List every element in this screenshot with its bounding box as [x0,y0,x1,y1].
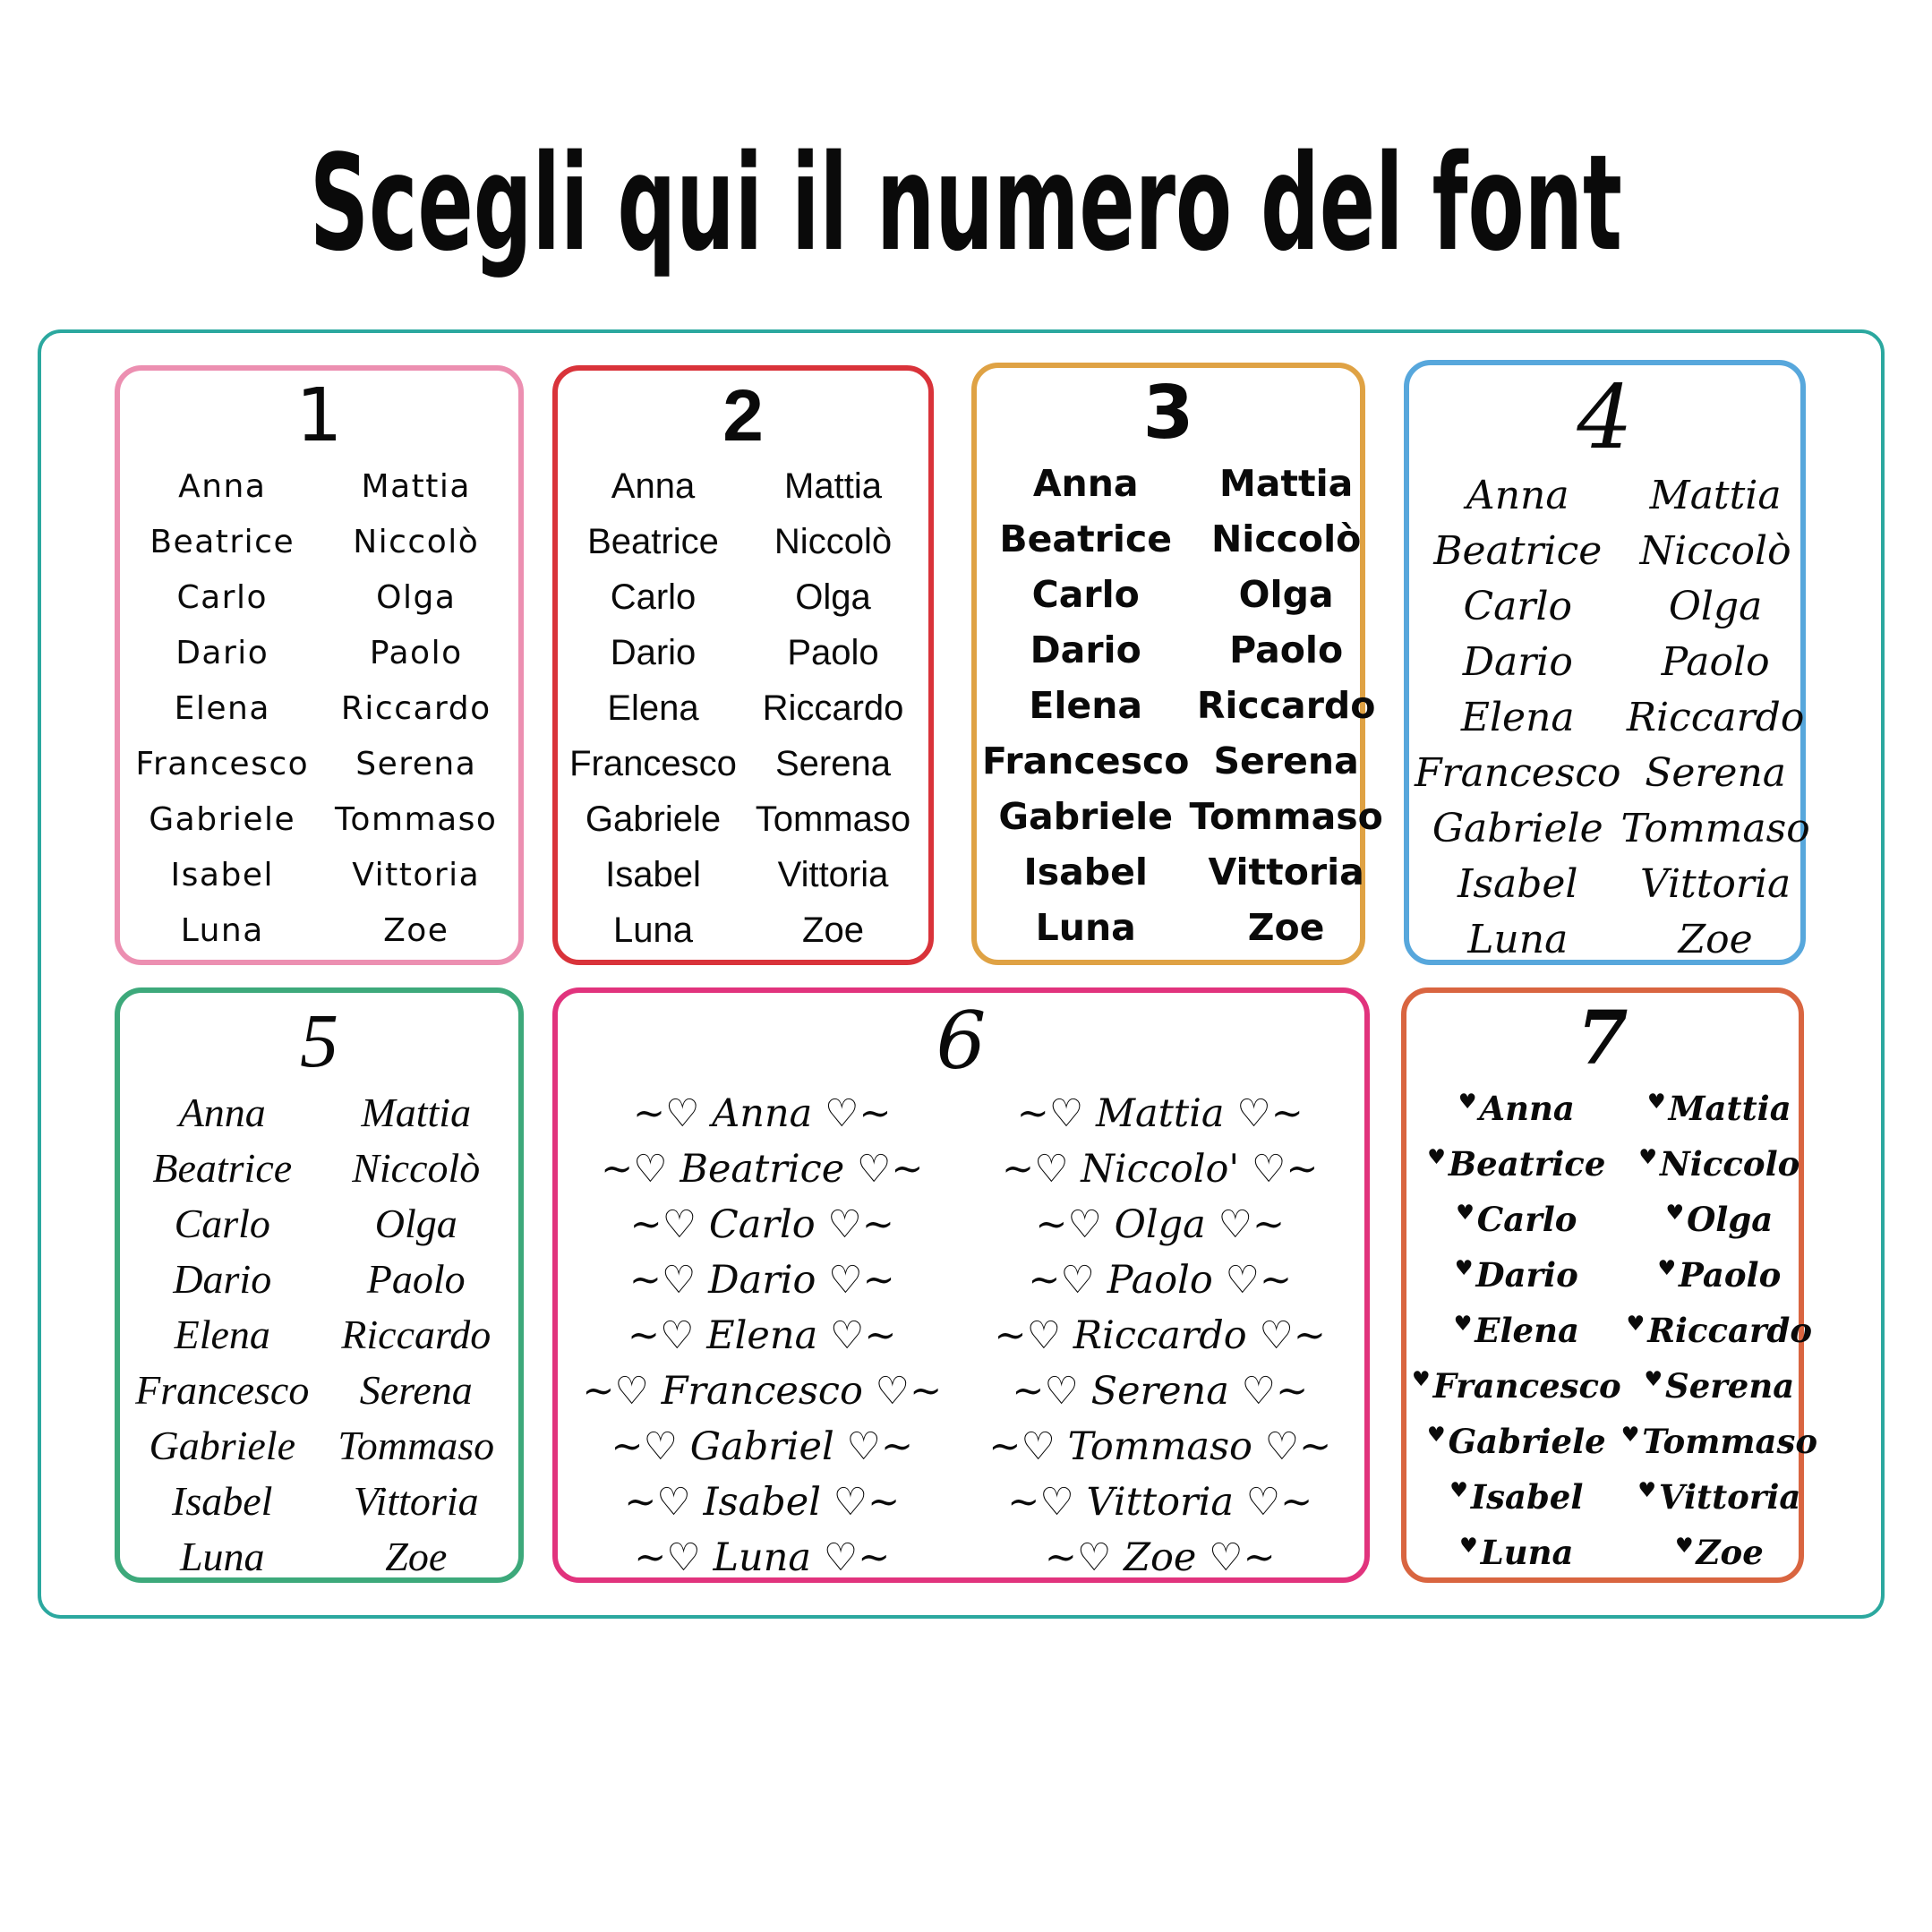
name-sample: Anna [1032,462,1139,506]
name-sample: ~♡ Tommaso ♡~ [988,1424,1331,1469]
name-sample: Riccardo [340,689,492,727]
name-sample: ~♡ Paolo ♡~ [1028,1258,1292,1303]
name-sample: ♥ Tommaso [1621,1422,1817,1461]
name-sample: Gabriele [585,799,722,839]
name-sample: Vittoria [777,854,889,894]
name-sample: Riccardo [762,688,904,728]
box-number-1: 1 [295,373,343,458]
names-grid [558,1082,1364,1586]
name-sample: Isabel [1023,851,1148,894]
name-sample: Elena [174,1311,270,1357]
name-sample: ♥ Beatrice [1427,1144,1605,1184]
name-sample: Niccolò [774,521,893,561]
name-sample: Isabel [1458,861,1578,908]
page-title: Scegli qui il numero del font [309,127,1622,281]
name-sample: Zoe [1678,917,1753,963]
names-column-left [125,458,320,958]
name-sample: Francesco [569,743,737,783]
name-sample: Mattia [1649,473,1782,519]
name-sample: ~♡ Dario ♡~ [629,1258,895,1303]
name-sample: ♥ Serena [1644,1366,1794,1406]
name-sample: Paolo [366,1255,466,1302]
name-sample: ~♡ Vittoria ♡~ [1007,1480,1312,1525]
font-option-box-4 [1404,360,1810,965]
name-sample: Vittoria [353,1477,479,1524]
names-column-left [1415,468,1621,968]
name-sample: Tommaso [1189,795,1383,839]
name-sample: Mattia [1218,462,1354,506]
name-sample: Gabriele [1432,806,1603,852]
name-sample: ♥ Dario [1455,1255,1578,1295]
name-sample: Serena [359,1366,473,1413]
names-column-right [1621,468,1810,968]
box-number-6: 6 [936,995,987,1087]
name-sample: Paolo [787,632,879,672]
name-sample: Isabel [172,1477,273,1524]
name-sample: Anna [611,466,696,506]
name-sample: Olga [374,1200,457,1246]
box-number-2: 2 [722,375,764,457]
name-sample: Olga [376,578,457,616]
name-sample: Elena [1029,684,1143,728]
name-sample: Carlo [1463,584,1573,630]
name-sample: Olga [1668,584,1763,630]
name-sample: ~♡ Gabriel ♡~ [611,1424,913,1469]
name-sample: Anna [1466,473,1569,519]
name-sample: ~♡ Mattia ♡~ [1017,1091,1304,1136]
names-column-left [982,456,1189,955]
name-sample: Beatrice [1433,528,1603,575]
name-sample: Beatrice [587,521,719,561]
font-option-box-3 [971,363,1383,965]
name-sample: Vittoria [1208,851,1364,894]
names-column-right [1189,456,1382,955]
name-sample: Niccolò [1639,528,1791,575]
name-sample: ~♡ Serena ♡~ [1012,1369,1308,1414]
name-sample: Vittoria [1639,861,1791,908]
name-sample: Vittoria [352,856,481,893]
names-column-right [962,1086,1360,1586]
name-sample: Luna [180,911,264,949]
name-sample: Zoe [383,911,449,949]
name-sample: Francesco [135,1366,310,1413]
name-sample: ♥ Francesco [1412,1366,1621,1406]
name-sample: Serena [775,743,891,783]
name-sample: Gabriele [998,795,1174,839]
name-sample: Carlo [176,578,269,616]
name-sample: Gabriele [149,1422,295,1468]
box-number-5: 5 [300,997,338,1083]
name-sample: Carlo [610,577,697,617]
name-sample: Tommaso [755,799,911,839]
name-sample: Luna [1467,917,1569,963]
name-sample: Mattia [784,466,882,506]
names-column-left [563,1086,962,1586]
font-option-box-7 [1401,987,1818,1583]
box-number-4: 4 [1577,367,1633,469]
name-sample: Mattia [361,467,471,505]
name-sample: ~♡ Olga ♡~ [1035,1202,1285,1247]
name-sample: Olga [795,577,871,617]
names-grid [120,455,518,958]
name-sample: ♥ Gabriele [1427,1422,1606,1461]
name-sample: Francesco [135,745,310,782]
name-sample: Zoe [802,910,864,950]
font-option-box-2 [552,365,934,965]
name-sample: Zoe [385,1533,448,1579]
name-sample: Isabel [605,854,701,894]
name-sample: ~♡ Riccardo ♡~ [995,1313,1326,1358]
name-sample: Beatrice [152,1144,293,1191]
name-sample: Luna [613,910,693,950]
name-sample: ~♡ Francesco ♡~ [582,1369,942,1414]
name-sample: Serena [355,745,477,782]
names-column-right [320,458,514,958]
name-sample: ~♡ Luna ♡~ [634,1535,890,1580]
font-option-box-5 [115,987,524,1583]
name-sample: Dario [1462,639,1573,686]
name-sample: ~♡ Elena ♡~ [628,1313,896,1358]
name-sample: ♥ Vittoria [1637,1477,1800,1517]
name-sample: Dario [1030,628,1141,672]
name-sample: Zoe [1247,906,1325,950]
name-sample: ~♡ Zoe ♡~ [1045,1535,1276,1580]
name-sample: Mattia [361,1089,472,1135]
name-sample: ♥ Zoe [1675,1533,1764,1572]
names-column-left [563,458,743,958]
name-sample: Dario [610,632,697,672]
name-sample: Tommaso [338,1422,495,1468]
name-sample: ♥ Niccolo [1638,1144,1799,1184]
name-sample: Luna [179,1533,265,1579]
names-column-right [1621,1081,1817,1580]
name-sample: Niccolò [353,523,480,560]
name-sample: Anna [178,1089,266,1135]
name-sample: Tommaso [335,800,498,838]
name-sample: Carlo [174,1200,270,1246]
names-grid [977,452,1383,955]
name-sample: ♥ Riccardo [1627,1311,1812,1350]
name-sample: ♥ Mattia [1647,1089,1791,1128]
name-sample: Luna [1035,906,1136,950]
name-sample: Carlo [1031,573,1140,617]
name-sample: Riccardo [1196,684,1376,728]
name-sample: ♥ Anna [1458,1089,1575,1128]
font-option-box-6 [552,987,1370,1583]
name-sample: ♥ Isabel [1449,1477,1583,1517]
font-chart-container [38,329,1885,1619]
name-sample: Elena [174,689,270,727]
name-sample: ~♡ Carlo ♡~ [630,1202,894,1247]
names-grid [120,1081,518,1584]
name-sample: Riccardo [341,1311,492,1357]
names-column-left [125,1084,320,1584]
name-sample: Isabel [170,856,274,893]
name-sample: Francesco [982,739,1190,783]
names-grid [558,455,928,958]
name-sample: ♥ Olga [1665,1200,1773,1239]
name-sample: Paolo [369,634,463,671]
name-sample: ♥ Elena [1454,1311,1579,1350]
names-column-left [1412,1081,1621,1580]
name-sample: Elena [1460,695,1575,741]
name-sample: Paolo [1229,628,1344,672]
name-sample: Olga [1238,573,1334,617]
name-sample: Dario [173,1255,272,1302]
name-sample: Beatrice [999,517,1173,561]
name-sample: Beatrice [150,523,295,560]
name-sample: Riccardo [1626,695,1805,741]
name-sample: Dario [175,634,269,671]
name-sample: Gabriele [149,800,296,838]
names-grid [1409,465,1810,968]
name-sample: ~♡ Niccolo' ♡~ [1002,1147,1318,1192]
name-sample: Niccolò [1210,517,1362,561]
name-sample: ♥ Luna [1459,1533,1573,1572]
name-sample: ~♡ Isabel ♡~ [624,1480,900,1525]
names-column-right [743,458,923,958]
name-sample: Elena [607,688,699,728]
name-sample: Serena [1645,750,1787,797]
name-sample: Francesco [1415,750,1621,797]
name-sample: ~♡ Beatrice ♡~ [601,1147,923,1192]
font-option-box-1 [115,365,524,965]
box-number-7: 7 [1577,996,1629,1081]
names-grid [1406,1077,1818,1580]
title-wrap [0,127,1932,281]
name-sample: Serena [1213,739,1359,783]
name-sample: ♥ Carlo [1456,1200,1577,1239]
name-sample: Paolo [1661,639,1770,686]
name-sample: Niccolò [352,1144,481,1191]
name-sample: Tommaso [1620,806,1810,852]
name-sample: ~♡ Anna ♡~ [633,1091,892,1136]
box-number-3: 3 [1142,371,1194,456]
name-sample: Anna [178,467,267,505]
names-column-right [320,1084,514,1584]
name-sample: ♥ Paolo [1657,1255,1781,1295]
